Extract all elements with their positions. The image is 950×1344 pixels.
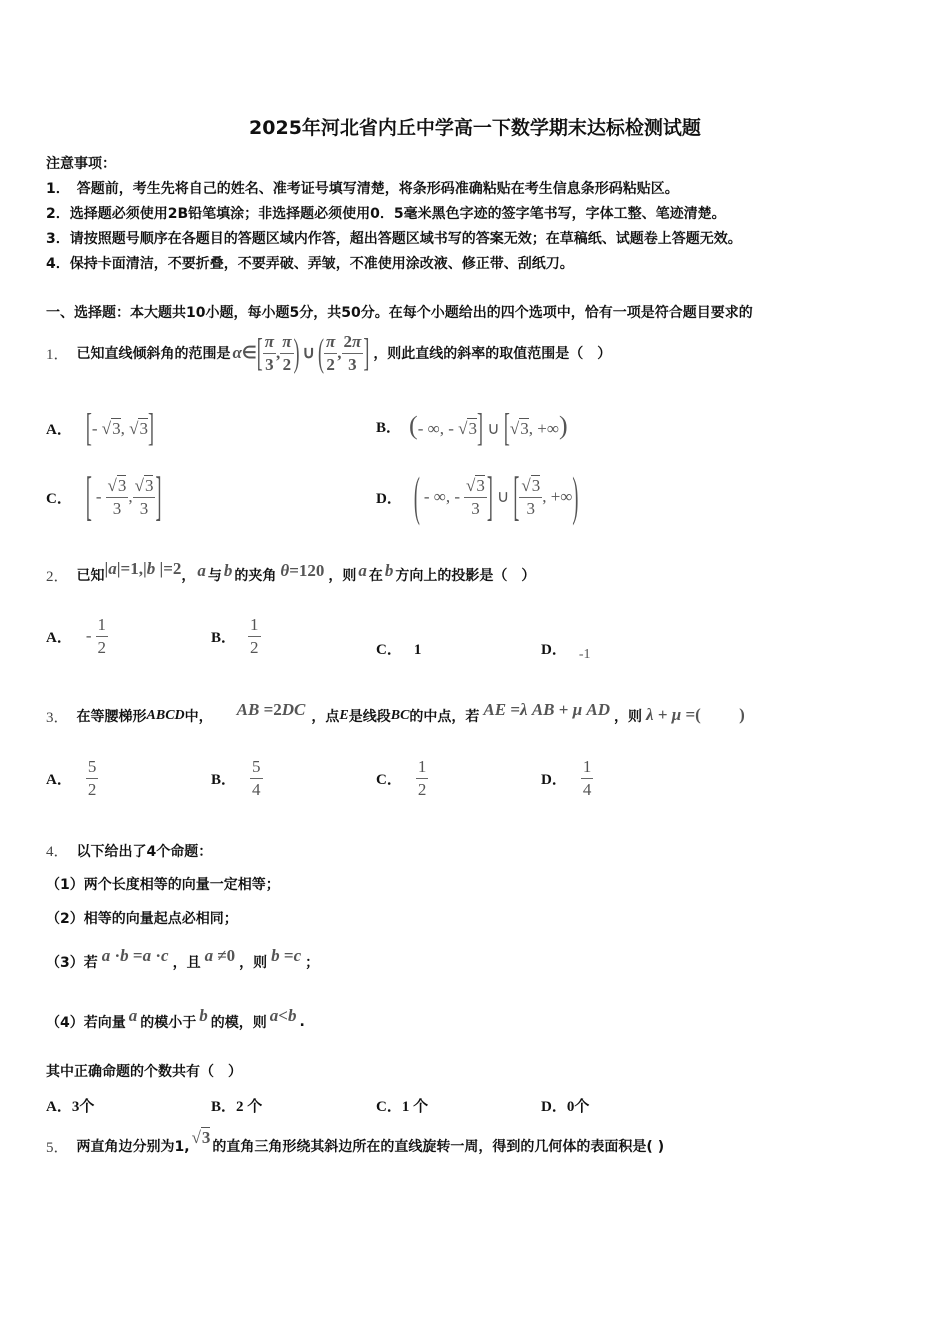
vector-b: b: [384, 561, 394, 580]
statement-3: [46, 944, 319, 980]
q1-option-c[interactable]: [46, 465, 162, 526]
text: ；: [305, 955, 320, 971]
text: 的中点，若: [409, 709, 480, 725]
text: （4）若向量: [46, 1015, 126, 1031]
question-3: [46, 700, 745, 732]
question-stem: 已知: [76, 568, 105, 584]
question-2: [46, 560, 535, 590]
angle-range-formula: α ∈ [ $\frac{\pi}{3}$ , $\frac{\pi}{2}$ ) ∪ ( $\frac{\pi}{2}$ , $\frac{2\pi}{3}$ ]: [232, 329, 370, 374]
text: 的直角三角形绕其斜边所在的直线旋转一周，得到的几何体的表面积是( ): [212, 1139, 665, 1155]
vector-b: b: [199, 1006, 208, 1025]
q1-option-a[interactable]: [46, 404, 154, 449]
q2-option-c[interactable]: [376, 638, 421, 659]
vector-b: b: [223, 561, 233, 580]
question-1: [46, 329, 611, 377]
a-less-than-b: a<b: [269, 1006, 297, 1025]
option-label: B．: [211, 771, 237, 788]
question-4: [46, 840, 212, 861]
segment-bc: BC: [390, 708, 410, 723]
text: 与: [207, 568, 222, 584]
text: 是线段: [348, 709, 391, 725]
a-not-zero: a ≠0: [204, 946, 236, 965]
q2-option-d[interactable]: [541, 638, 591, 662]
fraction: $\frac{5}{2}$: [87, 756, 97, 799]
option-label: C．: [46, 490, 72, 507]
question-stem: 以下给出了4个命题：: [76, 844, 213, 860]
text: 的模小于: [140, 1015, 197, 1031]
angle-formula: θ=120: [280, 561, 325, 580]
statement-2: （2）相等的向量起点必相同；: [46, 911, 238, 927]
option-d-formula: ( - ∞, - $\frac{√3}{3}$ ] ∪ [ $\frac{√3}{3}$ , +∞ ): [413, 465, 579, 526]
q4-question: 其中正确命题的个数共有（ ）: [46, 1064, 242, 1080]
option-label: A．: [46, 629, 72, 646]
statement-4: [46, 1004, 305, 1040]
option-label: A．: [46, 421, 72, 438]
option-label: B．: [376, 419, 402, 436]
question-number: 5．: [46, 1139, 69, 1156]
option-label: C．: [376, 642, 402, 658]
question-5: [46, 1128, 664, 1164]
magnitude-formula: |a|=1,|b |=2: [104, 559, 182, 578]
question-number: 2．: [46, 568, 69, 585]
option-value: 1: [413, 642, 422, 658]
vector-a: a: [128, 1006, 138, 1025]
q3-option-d[interactable]: [541, 754, 593, 802]
dot-product-formula: a ·b =a ·c: [101, 946, 169, 965]
section-heading: 一、选择题：本大题共10小题，每小题5分，共50分。在每个小题给出的四个选项中，恰有一项是符合题目要求的: [46, 305, 753, 321]
notice-item-3: 3．请按照题号顺序在各题目的答题区域内作答，超出答题区域书写的答案无效；在草稿纸、试题卷上答题无效。: [46, 231, 742, 247]
text: （3）若: [46, 955, 98, 971]
q1-option-b[interactable]: [376, 405, 568, 450]
q4-option-c[interactable]: C．1 个: [376, 1099, 429, 1115]
option-c-formula: [ - $\frac{√3}{3}$ , $\frac{√3}{3}$ ]: [85, 465, 162, 526]
fraction: $\frac{1}{2}$: [250, 614, 259, 657]
vector-a: a: [197, 561, 206, 580]
text: 两直角边分别为1,: [76, 1139, 190, 1155]
option-b-formula: (- ∞, - √3] ∪ [√3, +∞): [409, 405, 568, 450]
option-label: C．: [376, 771, 402, 788]
text: ，则: [614, 709, 643, 725]
text: 方向上的投影是（ ）: [395, 568, 536, 584]
q2-option-b[interactable]: [211, 612, 261, 660]
option-label: D．: [541, 642, 567, 658]
option-label: D．: [541, 771, 567, 788]
notice-heading: 注意事项：: [46, 156, 116, 172]
text: ，则: [239, 955, 268, 971]
q4-option-a[interactable]: A．3个: [46, 1099, 95, 1115]
text: 的夹角: [234, 568, 277, 584]
vector-a: a: [358, 561, 367, 580]
q4-option-d[interactable]: D．0个: [541, 1099, 590, 1115]
question-stem-end: ，则此直线的斜率的取值范围是（ ）: [373, 346, 612, 362]
text: ，则: [328, 568, 357, 584]
fraction: $\frac{1}{2}$: [97, 614, 107, 657]
statement-1: （1）两个长度相等的向量一定相等；: [46, 877, 280, 893]
q4-option-b[interactable]: B．2 个: [211, 1099, 263, 1115]
b-equals-c: b =c: [271, 946, 302, 965]
sqrt-3: √3: [191, 1128, 211, 1147]
q3-option-b[interactable]: [211, 754, 263, 802]
text: 在等腰梯形: [76, 709, 147, 725]
fraction: $\frac{1}{4}$: [582, 756, 592, 799]
q2-option-a[interactable]: [46, 612, 108, 660]
question-number: 4．: [46, 844, 69, 860]
text: ，且: [172, 955, 201, 971]
notice-item-4: 4．保持卡面清洁，不要折叠，不要弄破、弄皱，不准使用涂改液、修正带、刮纸刀。: [46, 256, 574, 272]
minus-sign: -: [85, 626, 92, 645]
q3-option-c[interactable]: [376, 754, 428, 802]
text: .: [299, 1014, 305, 1030]
option-label: B．: [211, 629, 237, 646]
question-stem: 已知直线倾斜角的范围是: [76, 346, 231, 362]
text: 的模，则: [210, 1015, 267, 1031]
q1-option-d[interactable]: [376, 465, 579, 526]
q3-option-a[interactable]: [46, 754, 98, 802]
option-label: D．: [376, 490, 402, 507]
text: 中，: [184, 709, 213, 725]
comma: ，: [181, 568, 196, 584]
question-number: 1．: [46, 346, 69, 363]
page-title: 2025年河北省内丘中学高一下数学期末达标检测试题: [249, 117, 701, 139]
text: 在: [368, 568, 383, 584]
vector-equation: AE =λ AB + μ AD: [483, 700, 611, 719]
lambda-plus-mu: λ + μ =( ): [646, 704, 745, 724]
fraction: $\frac{5}{4}$: [252, 756, 261, 799]
option-a-formula: [- √3, √3]: [85, 404, 154, 449]
option-value: -1: [578, 647, 591, 662]
point-e: E: [339, 708, 349, 723]
fraction: $\frac{1}{2}$: [417, 756, 427, 799]
text: ，点: [311, 709, 340, 725]
trapezoid-name: ABCD: [146, 708, 185, 723]
notice-item-1: 1． 答题前，考生先将自己的姓名、准考证号填写清楚，将条形码准确粘贴在考生信息条形码粘贴区。: [46, 181, 679, 197]
option-label: A．: [46, 771, 72, 788]
notice-item-2: 2．选择题必须使用2B铅笔填涂；非选择题必须使用0．5毫米黑色字迹的签字笔书写，字体工整、笔迹清楚。: [46, 206, 726, 222]
ab-equals-2dc: AB =2DC: [236, 700, 306, 719]
question-number: 3．: [46, 709, 69, 726]
